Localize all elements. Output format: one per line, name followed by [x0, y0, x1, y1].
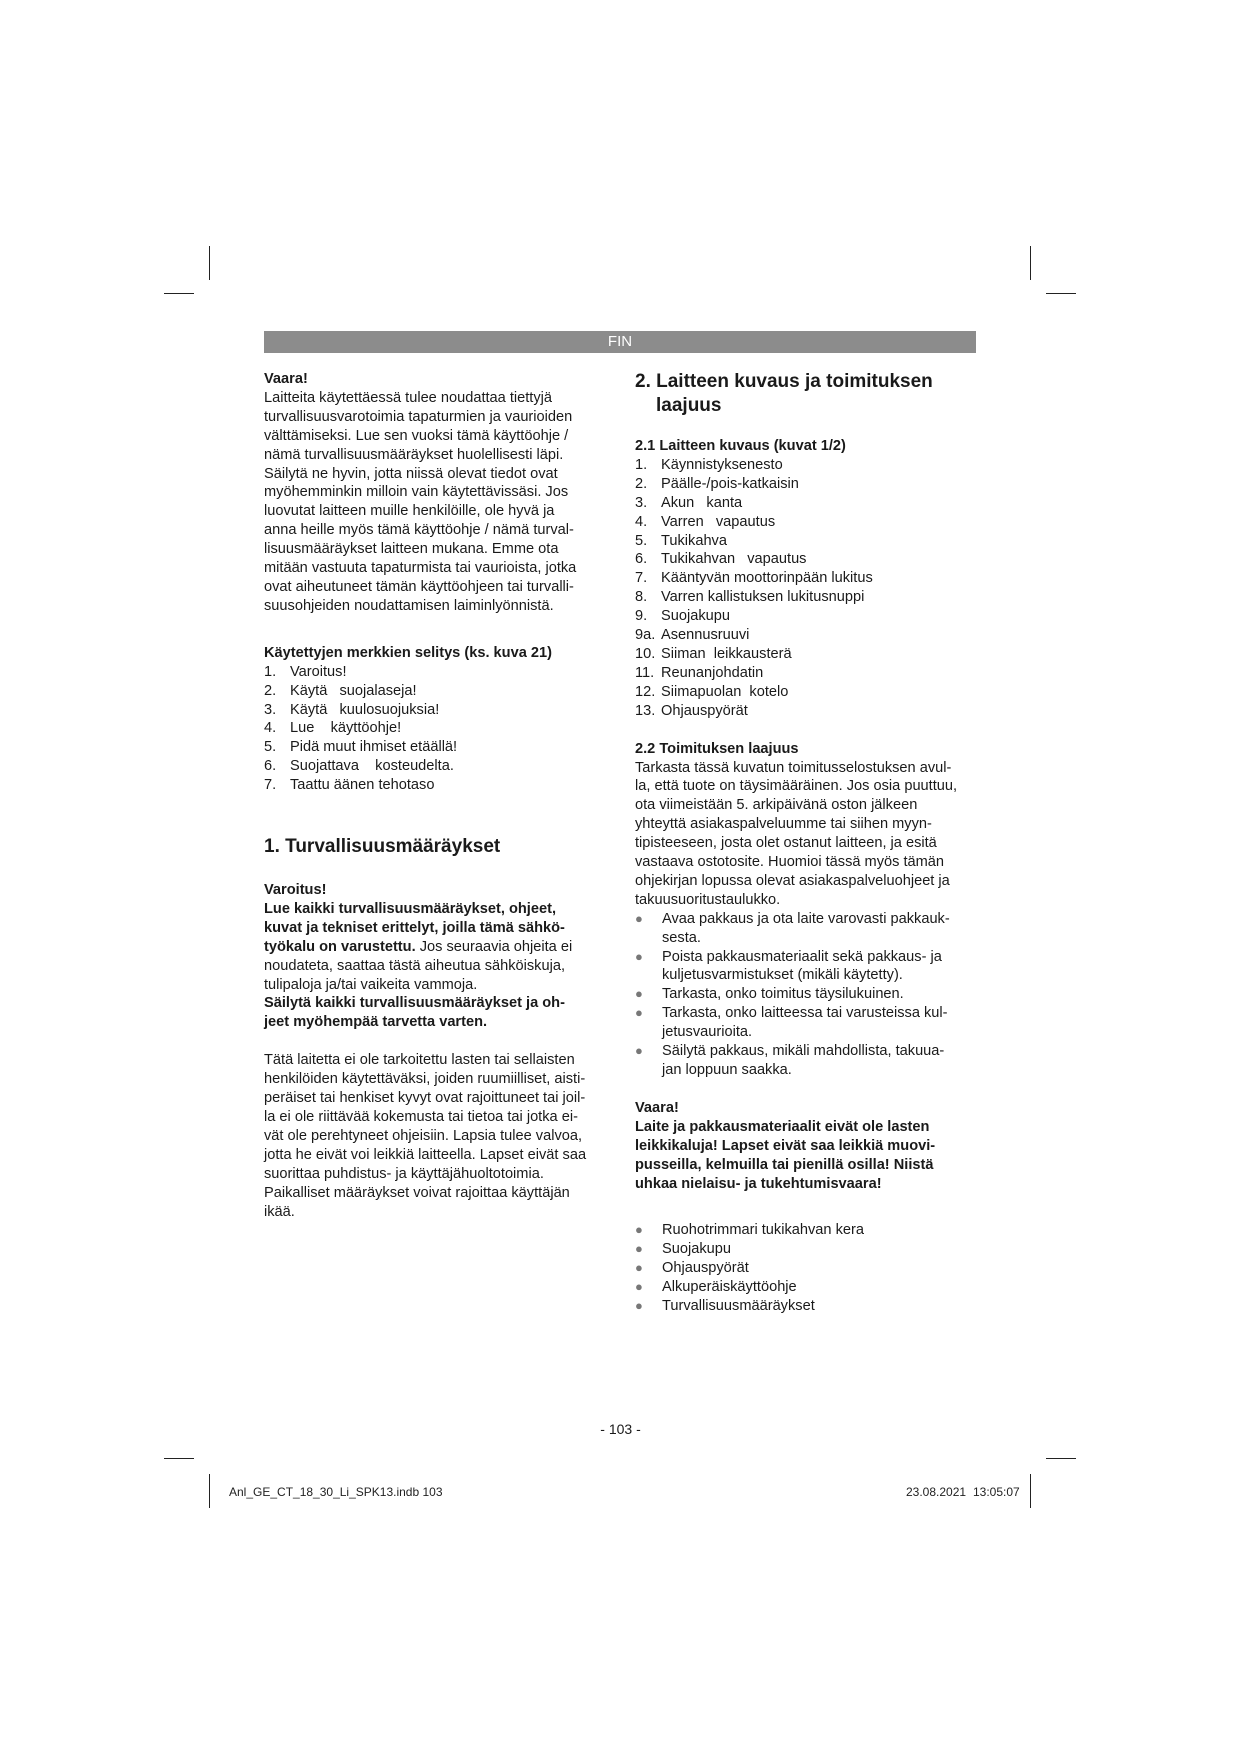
item-number: 5.	[635, 532, 648, 549]
item-text: Varren vapautus	[661, 513, 776, 530]
children-line: Paikalliset määräykset voivat rajoittaa käyttäjän	[264, 1184, 570, 1201]
item-number: 8.	[635, 589, 648, 606]
warning-line: suusohjeiden noudattamisen laiminlyönnistä.	[264, 597, 554, 614]
caution-mixed-line	[264, 938, 610, 957]
item-number: 13.	[635, 702, 656, 719]
item-text: Siimapuolan kotelo	[661, 683, 789, 700]
symbol-item	[264, 738, 610, 757]
children-line: jotta he eivät voi leikkiä laitteella. Lapset eivät saa	[264, 1146, 587, 1163]
warning-line: luovutat laitteen muille henkilöille, ole hyvä ja	[264, 503, 555, 520]
item-text: Ohjauspyörät	[662, 1260, 749, 1277]
item-number: 3.	[264, 701, 277, 718]
contents-item	[635, 1259, 980, 1278]
warning-line: Säilytä ne hyvin, jotta niissä olevat tiedot ovat	[264, 465, 558, 482]
part-item	[635, 550, 980, 569]
crop-mark	[1030, 246, 1031, 280]
item-text: Poista pakkausmateriaalit sekä pakkaus- ja kuljetusvarmistukset (mikäli käytetty).	[662, 948, 942, 984]
check-item	[635, 985, 980, 1004]
symbol-item	[264, 757, 610, 776]
item-text: Alkuperäiskäyttöohje	[662, 1279, 797, 1296]
subsection-2-1-title: 2.1 Laitteen kuvaus (kuvat 1/2)	[635, 438, 846, 454]
item-text: Tukikahva	[661, 532, 727, 549]
part-item	[635, 607, 980, 626]
item-number: 10.	[635, 645, 656, 662]
item-text: Tarkasta, onko laitteessa tai varusteissa kul- jetusvaurioita.	[662, 1005, 948, 1041]
crop-mark	[209, 1474, 210, 1508]
item-text: Varoitus!	[290, 663, 347, 680]
item-text: Tukikahvan vapautus	[661, 551, 807, 568]
caution-bold-line: kuvat ja tekniset erittelyt, joilla tämä sähkö-	[264, 919, 565, 936]
warning-line: anna heille myös tämä käyttöohje / nämä turval-	[264, 522, 574, 539]
symbols-title: Käytettyjen merkkien selitys (ks. kuva 21)	[264, 644, 552, 661]
item-number: 6.	[264, 758, 277, 775]
part-item	[635, 683, 980, 702]
warning-title: Vaara!	[264, 371, 308, 387]
crop-mark	[1046, 1458, 1076, 1459]
part-item	[635, 664, 980, 683]
check-item	[635, 1004, 980, 1042]
children-line: henkilöiden käytettäväksi, joiden ruumiilliset, aisti-	[264, 1071, 586, 1088]
caution-bold-line: Lue kaikki turvallisuusmääräykset, ohjeet,	[264, 900, 557, 917]
children-line: ikää.	[264, 1203, 295, 1220]
item-text: Turvallisuusmääräykset	[662, 1298, 815, 1315]
bullet-icon: ●	[635, 1005, 643, 1021]
item-number: 7.	[264, 777, 277, 794]
warning-line: lisuusmääräykset laitteen mukana. Emme ota	[264, 541, 559, 558]
part-item	[635, 475, 980, 494]
subsection-2-2-title: 2.2 Toimituksen laajuus	[635, 740, 799, 757]
part-item	[635, 456, 980, 475]
children-line: peräiset tai henkiset kyvyt ovat rajoittuneet tai joil-	[264, 1090, 586, 1107]
caution-mixed-normal: Jos seuraavia ohjeita ei	[415, 938, 573, 955]
scope-line: yhteyttä asiakaspalveluumme tai siihen myyn-	[635, 816, 932, 833]
bullet-icon: ●	[635, 1260, 643, 1276]
item-number: 2.	[635, 475, 648, 492]
item-text: Kääntyvän moottorinpään lukitus	[661, 570, 873, 587]
item-text: Akun kanta	[661, 494, 743, 511]
symbol-item	[264, 719, 610, 738]
warning-line: nämä turvallisuusmääräykset huolellisesti läpi.	[264, 446, 564, 463]
section-2-title	[635, 370, 980, 418]
warning-line: turvallisuusvarotoimia tapaturmien ja vaurioiden	[264, 408, 573, 425]
check-item	[635, 1042, 980, 1080]
item-text: Suojattava kosteudelta.	[290, 758, 454, 775]
children-line: Tätä laitetta ei ole tarkoitettu lasten tai sellaisten	[264, 1052, 575, 1069]
scope-line: ota viimeistään 5. arkipäivänä oston jälkeen	[635, 797, 918, 814]
item-number: 12.	[635, 683, 656, 700]
item-number: 9a.	[635, 627, 656, 644]
left-column	[264, 370, 610, 1221]
caution-normal-text	[264, 957, 610, 995]
item-text: Lue käyttöohje!	[290, 720, 402, 737]
item-number: 4.	[264, 720, 277, 737]
item-text: Avaa pakkaus ja ota laite varovasti pakkauk- sesta.	[662, 910, 950, 946]
warning-line: Laitteita käytettäessä tulee noudattaa tiettyjä	[264, 389, 553, 406]
warning-text	[264, 389, 610, 616]
item-number: 1.	[635, 456, 648, 473]
item-number: 6.	[635, 551, 648, 568]
part-item	[635, 588, 980, 607]
warning-line: myöhemminkin milloin vain käytettävissäsi. Jos	[264, 484, 569, 501]
crop-mark	[1046, 293, 1076, 294]
item-text: Reunanjohdatin	[661, 664, 764, 681]
symbol-item	[264, 701, 610, 720]
symbol-item	[264, 663, 610, 682]
bullet-icon: ●	[635, 986, 643, 1002]
item-number: 5.	[264, 739, 277, 756]
scope-line: tipisteeseen, josta olet ostanut laitteen, ja esitä	[635, 835, 937, 852]
warning-2-line: pusseilla, kelmuilla tai pienillä osilla! Niistä	[635, 1156, 934, 1173]
bullet-icon: ●	[635, 1298, 643, 1314]
item-text: Siiman leikkausterä	[661, 645, 792, 662]
part-item	[635, 494, 980, 513]
warning-line: välttämiseksi. Lue sen vuoksi tämä käyttöohje /	[264, 427, 569, 444]
warning-line: mitään vastuuta tapaturmista tai vaurioista, jotka	[264, 560, 577, 577]
item-number: 9.	[635, 608, 648, 625]
contents-item	[635, 1297, 980, 1316]
part-item	[635, 626, 980, 645]
part-item	[635, 702, 980, 721]
item-number: 3.	[635, 494, 648, 511]
item-text: Pidä muut ihmiset etäällä!	[290, 739, 458, 756]
warning-2-line: Laite ja pakkausmateriaalit eivät ole lasten	[635, 1118, 930, 1135]
crop-mark	[164, 1458, 194, 1459]
symbol-item	[264, 776, 610, 795]
print-date: 23.08.2021	[906, 1485, 967, 1499]
keep-line: jeet myöhempää tarvetta varten.	[264, 1014, 488, 1031]
item-number: 1.	[264, 663, 277, 680]
item-text: Käytä suojalaseja!	[290, 682, 417, 699]
keep-instructions-text	[264, 994, 610, 1032]
crop-mark	[1030, 1474, 1031, 1508]
scope-line: takuusuoritustaulukko.	[635, 891, 781, 908]
scope-line: la, että tuote on täysimääräinen. Jos osia puuttuu,	[635, 778, 958, 795]
parts-list	[635, 456, 980, 721]
part-item	[635, 645, 980, 664]
file-name: Anl_GE_CT_18_30_Li_SPK13.indb 103	[229, 1485, 443, 1499]
item-number: 2.	[264, 682, 277, 699]
right-column	[635, 370, 980, 1316]
caution-mixed-bold: työkalu on varustettu.	[264, 938, 416, 955]
item-text: Suojakupu	[662, 1241, 731, 1258]
scope-line: Tarkasta tässä kuvatun toimitusselostuksen avul-	[635, 759, 952, 776]
item-text: Taattu äänen tehotaso	[290, 777, 435, 794]
item-text: Ohjauspyörät	[661, 702, 748, 719]
caution-title: Varoitus!	[264, 882, 327, 899]
language-label: FIN	[607, 333, 633, 350]
children-notice-text	[264, 1051, 610, 1221]
bullet-icon: ●	[635, 1222, 643, 1238]
item-text: Ruohotrimmari tukikahvan kera	[662, 1222, 864, 1239]
page-number: - 103 -	[600, 1421, 641, 1437]
warning-line: ovat aiheutuneet tämän käyttöohjeen tai turvalli-	[264, 578, 574, 595]
symbol-item	[264, 682, 610, 701]
item-text: Suojakupu	[661, 608, 730, 625]
item-text: Käytä kuulosuojuksia!	[290, 701, 440, 718]
item-number: 11.	[635, 664, 655, 681]
item-text: Asennusruuvi	[661, 627, 750, 644]
children-line: vät ole perehtyneet ohjeisiin. Lapsia tulee valvoa,	[264, 1127, 583, 1144]
check-item	[635, 948, 980, 986]
caution-bold-text	[264, 900, 610, 938]
symbols-list	[264, 663, 610, 795]
warning-2-text	[635, 1118, 980, 1194]
crop-mark	[164, 293, 194, 294]
item-text: Varren kallistuksen lukitusnuppi	[661, 589, 865, 606]
children-line: la ei ole riittävää kokemusta tai tietoa tai jotka ei-	[264, 1109, 578, 1125]
item-number: 4.	[635, 513, 648, 530]
print-time: 13:05:07	[973, 1485, 1020, 1499]
section-2-title-line: 2. Laitteen kuvaus ja toimituksen	[635, 371, 933, 392]
language-header-bar	[264, 331, 976, 353]
contents-item	[635, 1221, 980, 1240]
item-text: Päälle-/pois-katkaisin	[661, 475, 799, 492]
scope-line: ohjekirjan lopussa olevat asiakaspalveluohjeet ja	[635, 872, 950, 889]
item-text: Käynnistyksenesto	[661, 456, 783, 473]
children-line: suorittaa puhdistus- ja käyttäjähuoltotoimia.	[264, 1165, 544, 1182]
contents-list	[635, 1221, 980, 1316]
warning-2-line: uhkaa nielaisu- ja tukehtumisvaara!	[635, 1175, 882, 1192]
part-item	[635, 569, 980, 588]
bullet-icon: ●	[635, 1241, 643, 1257]
item-number: 7.	[635, 570, 648, 587]
scope-line: vastaava ostotosite. Huomioi tässä myös tämän	[635, 854, 945, 871]
warning-2-line: leikkikaluja! Lapset eivät saa leikkiä muovi-	[635, 1137, 936, 1154]
section-2-title-line: laajuus	[656, 395, 722, 416]
bullet-icon: ●	[635, 1043, 643, 1059]
contents-item	[635, 1240, 980, 1259]
contents-item	[635, 1278, 980, 1297]
bullet-icon: ●	[635, 1279, 643, 1295]
crop-mark	[209, 246, 210, 280]
checks-list	[635, 910, 980, 1080]
item-text: Tarkasta, onko toimitus täysilukuinen.	[662, 986, 904, 1003]
scope-text	[635, 759, 980, 910]
caution-line: noudateta, saattaa tästä aiheutua sähköiskuja,	[264, 957, 566, 974]
bullet-icon: ●	[635, 910, 643, 926]
bullet-icon: ●	[635, 948, 643, 964]
part-item	[635, 532, 980, 551]
keep-line: Säilytä kaikki turvallisuusmääräykset ja oh-	[264, 995, 565, 1012]
section-1-title: 1. Turvallisuusmääräykset	[264, 836, 501, 858]
item-text: Säilytä pakkaus, mikäli mahdollista, takuua- jan loppuun saakka.	[662, 1043, 945, 1078]
part-item	[635, 513, 980, 532]
check-item	[635, 910, 980, 948]
caution-line: tulipaloja ja/tai vaikeita vammoja.	[264, 976, 478, 993]
warning-2-title: Vaara!	[635, 1099, 679, 1116]
